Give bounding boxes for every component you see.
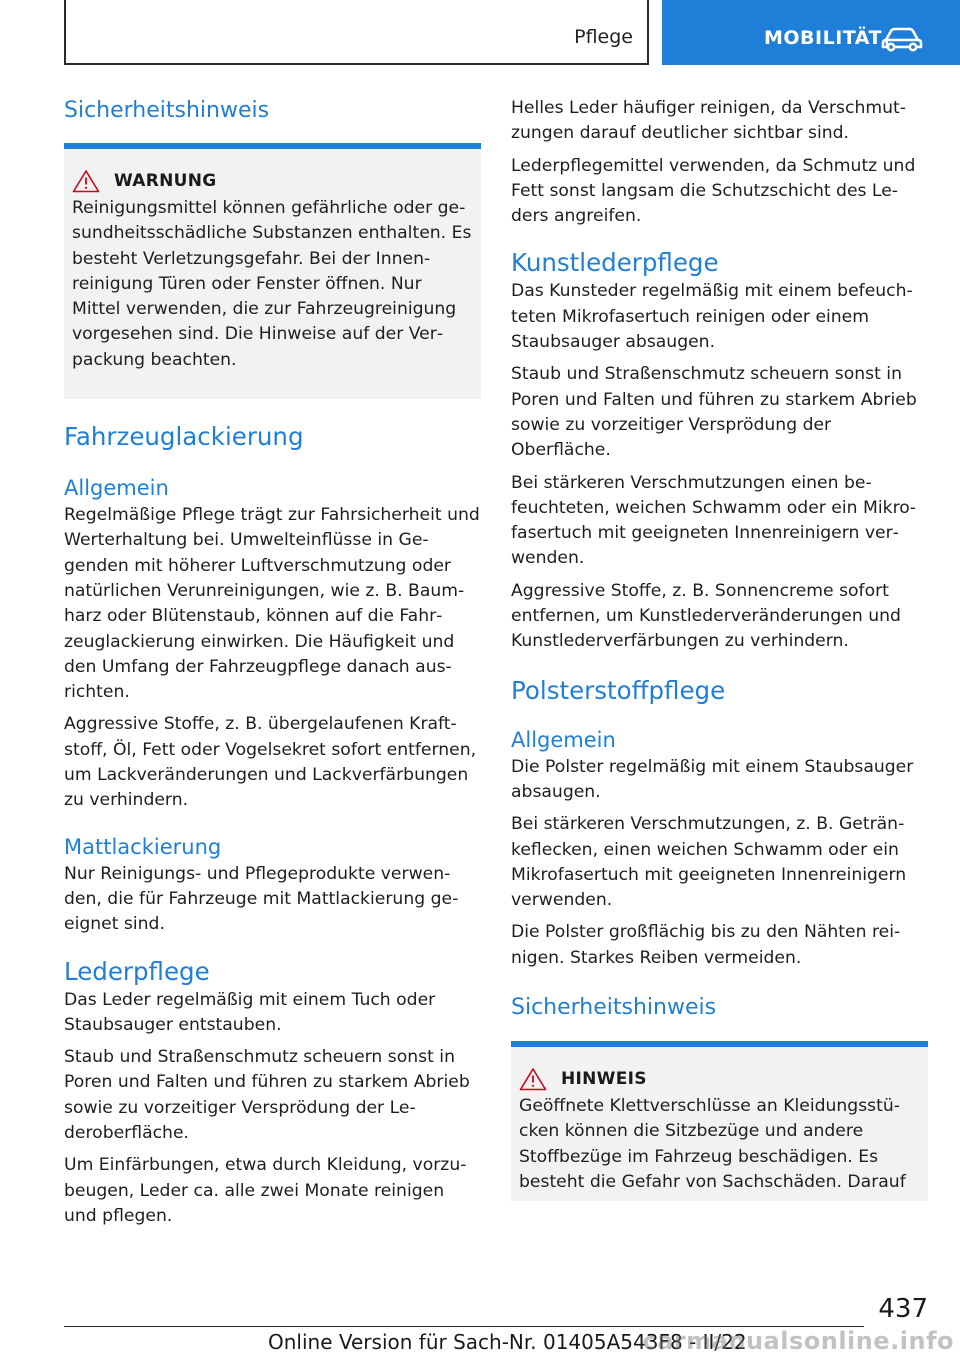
- matte-heading: Mattlackierung: [64, 834, 222, 859]
- upholstery-paragraph-3: Die Polster großflächig bis zu den Nähten reinigen. Starkes Reiben vermeiden.: [511, 922, 901, 968]
- header-section-label: Pflege: [574, 26, 633, 48]
- matte-paragraph-1: Nur Reinigungs- und Pflegeprodukte verwenden, die für Fahrzeuge mit Mattlackierung geeignet sind.: [64, 863, 459, 935]
- general-paragraph-1: Regelmäßige Pflege trägt zur Fahrsicherheit und Werterhaltung bei. Umwelteinflüsse in Gegenden mit höherer Luftverschmutzung oder natürlichen Verunreinigungen, wie z. B. Baumharz oder Blütenstaub, können auf die Fahrzeuglackierung einwirken. Die Häufigkeit und den Umfang der Fahrzeugpflege danach ausrichten.: [64, 505, 480, 703]
- artificial-leather-heading: Kunstlederpflege: [511, 248, 719, 278]
- header-chapter-label: MOBILITÄT: [764, 27, 882, 49]
- page-number: 437: [878, 1294, 928, 1324]
- car-icon: [880, 26, 924, 52]
- leather-paragraph-5: Lederpflegemittel verwenden, da Schmutz und Fett sonst langsam die Schutzschicht des Leders angreifen.: [511, 155, 916, 227]
- leather-paragraph-3: Um Einfärbungen, etwa durch Kleidung, vorzubeugen, Leder ca. alle zwei Monate reinigen und pflegen.: [64, 1155, 467, 1226]
- upholstery-paragraph-2: Bei stärkeren Verschmutzungen, z. B. Getränkeflecken, einen weichen Schwamm oder ein Mikrofasertuch mit geeigneten Innenreinigern verwenden.: [511, 814, 907, 911]
- leather-paragraph-2: Staub und Straßenschmutz scheuern sonst in Poren und Falten und führen zu starkem Abrieb sowie zu vorzeitiger Versprödung der Lederoberfläche.: [64, 1047, 470, 1144]
- left-column: [64, 96, 481, 1229]
- watermark: carmanualsonline.info: [642, 1327, 954, 1355]
- upholstery-heading: Polsterstoffpflege: [511, 675, 726, 705]
- upholstery-paragraph-1: Die Polster regelmäßig mit einem Staubsauger absaugen.: [511, 756, 914, 802]
- artificial-paragraph-1: Das Kunsteder regelmäßig mit einem befeuchteten Mikrofasertuch reinigen oder einem Staubsauger absaugen.: [511, 281, 913, 353]
- artificial-paragraph-4: Aggressive Stoffe, z. B. Sonnencreme sofort entfernen, um Kunstlederveränderungen und Kunstlederverfärbungen zu verhindern.: [511, 580, 901, 652]
- upholstery-safety-heading: Sicherheitshinweis: [511, 995, 717, 1021]
- online-version-text: Online Version für Sach-Nr. 01405A543F8 - II/22: [268, 1330, 747, 1354]
- header-section-tab: [64, 0, 649, 65]
- warning-triangle-icon: [72, 169, 100, 193]
- leather-heading: Lederpflege: [64, 956, 210, 986]
- right-column: [511, 96, 928, 1201]
- general-paragraph-2: Aggressive Stoffe, z. B. übergelaufenen Kraftstoff, Öl, Fett oder Vogelsekret sofort entfernen, um Lackveränderungen und Lackverfärbungen zu verhindern.: [64, 714, 477, 811]
- paint-heading: Fahrzeuglackierung: [64, 422, 304, 452]
- artificial-paragraph-3: Bei stärkeren Verschmutzungen einen befeuchteten, weichen Schwamm oder ein Mikrofasertuch mit geeigneten Innenreinigern verwenden.: [511, 472, 916, 569]
- notice-box: [511, 1041, 928, 1201]
- leather-paragraph-4: Helles Leder häufiger reinigen, da Verschmutzungen darauf deutlicher sichtbar sind.: [511, 98, 906, 144]
- warning-box: [64, 143, 481, 399]
- header-chapter-tab: [662, 0, 960, 65]
- artificial-paragraph-2: Staub und Straßenschmutz scheuern sonst in Poren und Falten und führen zu starkem Abrieb sowie zu vorzeitiger Versprödung der Oberfläche.: [511, 364, 917, 461]
- safety-heading: Sicherheitshinweis: [64, 98, 270, 123]
- general-heading: Allgemein: [64, 476, 169, 501]
- upholstery-general-heading: Allgemein: [511, 727, 616, 752]
- warning-box-header: [72, 169, 473, 193]
- warning-text: Reinigungsmittel können gefährliche oder gesundheitsschädliche Substanzen enthalten. Es besteht Verletzungsgefahr. Bei der Innenreinigung Türen oder Fenster öffnen. Nur Mittel verwenden, die zur Fahrzeugreinigung vorgesehen sind. Die Hinweise auf der Verpackung beachten.: [72, 198, 472, 370]
- notice-label: HINWEIS: [561, 1069, 647, 1090]
- warning-triangle-icon: [519, 1067, 547, 1091]
- leather-paragraph-1: Das Leder regelmäßig mit einem Tuch oder Staubsauger entstauben.: [64, 989, 436, 1035]
- notice-box-header: [519, 1067, 920, 1091]
- notice-text: Geöffnete Klettverschlüsse an Kleidungsstücken können die Sitzbezüge und andere Stoffbezüge im Fahrzeug beschädigen. Es besteht die Gefahr von Sachschäden. Darauf: [519, 1096, 906, 1192]
- warning-label: WARNUNG: [114, 171, 217, 191]
